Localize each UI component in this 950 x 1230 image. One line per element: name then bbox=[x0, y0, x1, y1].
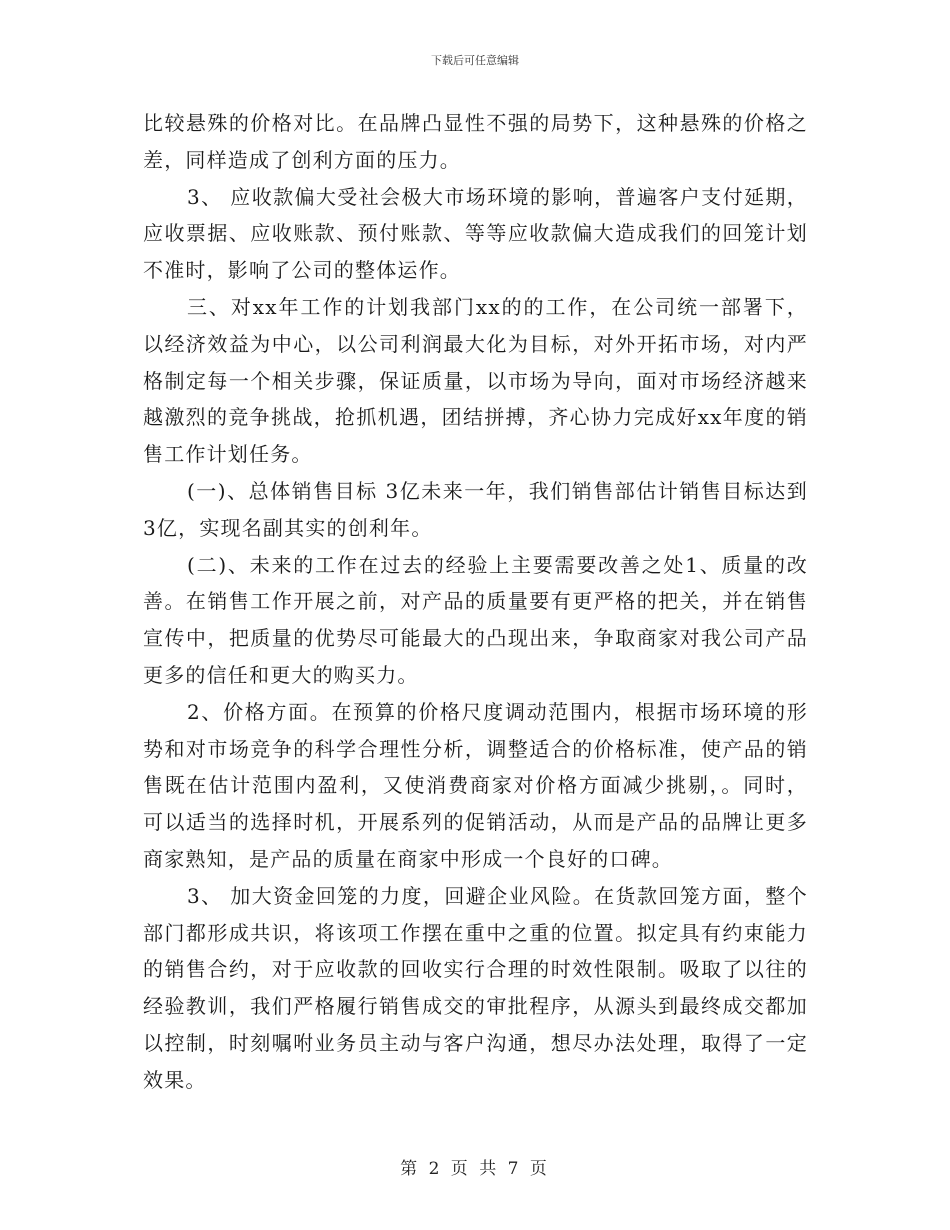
paragraph: 比较悬殊的价格对比。在品牌凸显性不强的局势下，这种悬殊的价格之差，同样造成了创利方面的压力。 bbox=[143, 111, 808, 172]
paragraph: 三、对xx年工作的计划我部门xx的的工作，在公司统一部署下，以经济效益为中心，以公司利润最大化为目标，对外开拓市场，对内严格制定每一个相关步骤，保证质量，以市场为导向，面对市场经济越来越激烈的竞争挑战，抢抓机遇，团结拼搏，齐心协力完成好xx年度的销售工作计划任务。 bbox=[143, 294, 808, 467]
page-header-note: 下载后可任意编辑 bbox=[431, 54, 519, 67]
page-number: 第 2 页 共 7 页 bbox=[400, 1159, 550, 1179]
paragraph: (二)、未来的工作在过去的经验上主要需要改善之处1、质量的改善。在销售工作开展之前，对产品的质量要有更严格的把关，并在销售宣传中，把质量的优势尽可能最大的凸现出来，争取商家对我公司产品更多的信任和更大的购买力。 bbox=[143, 552, 808, 687]
paragraph: 3、 应收款偏大受社会极大市场环境的影响，普遍客户支付延期，应收票据、应收账款、预付账款、等等应收款偏大造成我们的回笼计划不准时，影响了公司的整体运作。 bbox=[143, 184, 808, 283]
paragraph: 3、 加大资金回笼的力度，回避企业风险。在货款回笼方面，整个部门都形成共识，将该项工作摆在重中之重的位置。拟定具有约束能力的销售合约，对于应收款的回收实行合理的时效性限制。吸取了以往的经验教训，我们严格履行销售成交的审批程序，从源头到最终成交都加以控制，时刻嘱咐业务员主动与客户沟通，想尽办法处理，取得了一定效果。 bbox=[143, 883, 808, 1092]
paragraph: (一)、总体销售目标 3亿未来一年，我们销售部估计销售目标达到3亿，实现名副其实的创利年。 bbox=[143, 478, 808, 540]
paragraph: 2、价格方面。在预算的价格尺度调动范围内，根据市场环境的形势和对市场竞争的科学合理性分析，调整适合的价格标准，使产品的销售既在估计范围内盈利，又使消费商家对价格方面减少挑剔，。同时，可以适当的选择时机，开展系列的促销活动，从而是产品的品牌让更多商家熟知，是产品的质量在商家中形成一个良好的口碑。 bbox=[143, 699, 808, 871]
document-body bbox=[143, 105, 808, 1099]
